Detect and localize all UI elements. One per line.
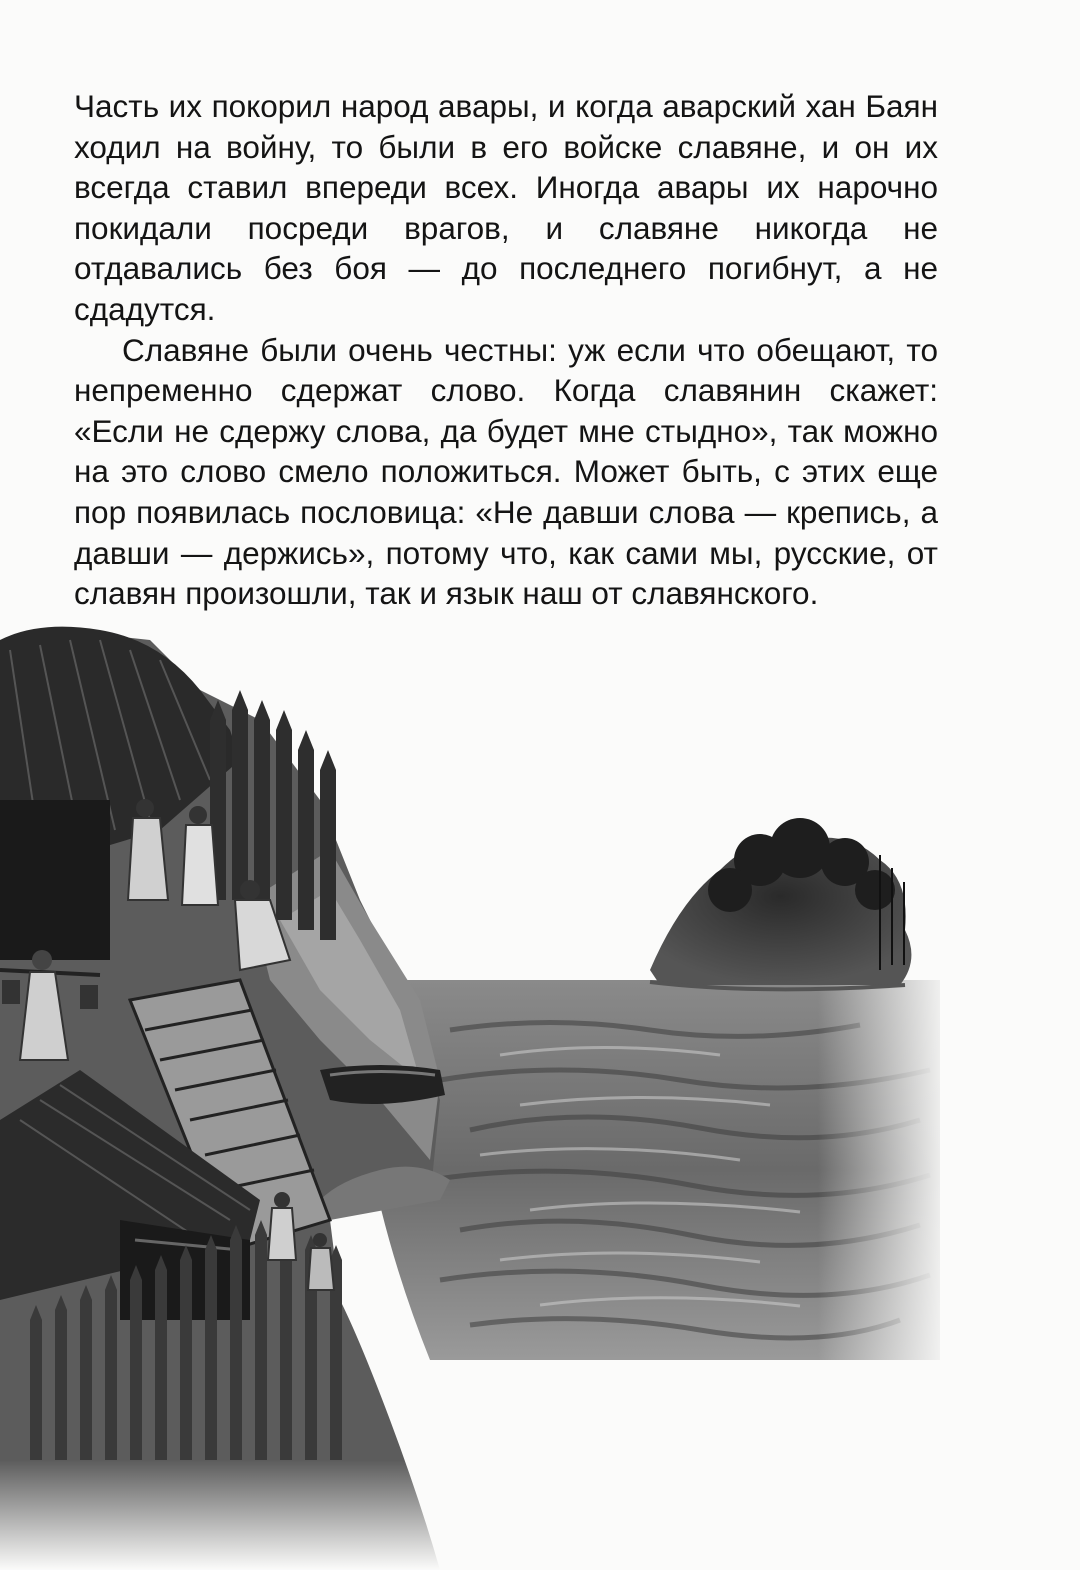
text-block — [74, 86, 938, 614]
paragraph-2: Славяне были очень честны: уж если что обещают, то непременно сдержат слово. Когда славянин скажет: «Если не сдержу слова, да будет мне стыдно», так можно на это слово смело положиться. Может быть, с этих еще пор появилась пословица: «Не давши слова — крепись, а давши — держись», потому что, как сами мы, русские, от славян произошли, так и язык наш от славянского. — [74, 331, 938, 612]
village-river-illustration — [0, 600, 1080, 1570]
paragraph-1: Часть их покорил народ авары, и когда аварский хан Баян ходил на войну, то были в его войске славяне, и он их всегда ставил впереди всех. Иногда авары их нарочно покидали посреди врагов, и славяне никогда не отдавались без боя — до последнего погибнут, а не сдадутся. — [74, 88, 938, 327]
boat — [320, 1065, 445, 1104]
island-trees — [650, 818, 911, 989]
